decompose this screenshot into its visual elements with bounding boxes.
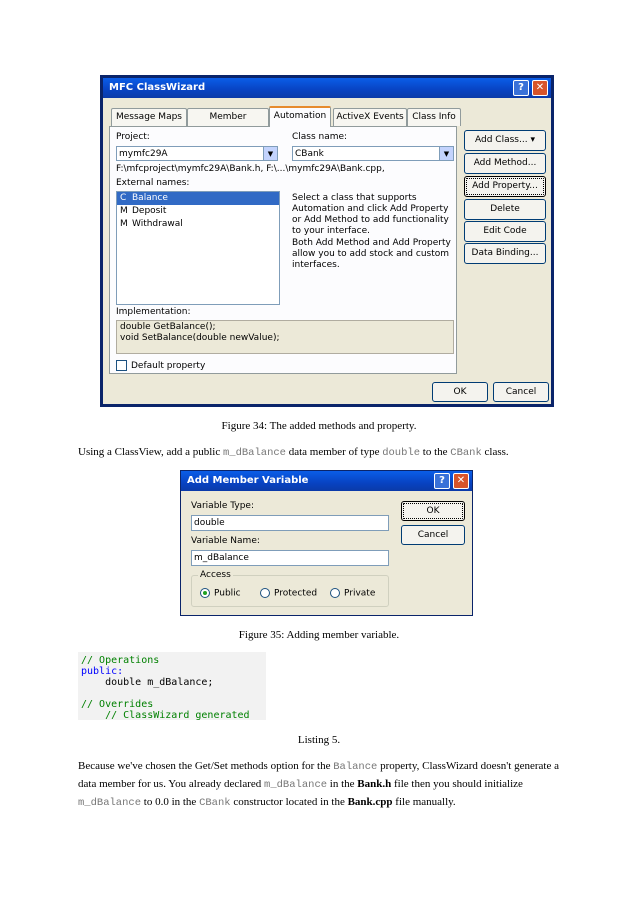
variable-type-label: Variable Type: <box>191 501 255 511</box>
interfaces-info-text: Both Add Method and Add Property allow you to add stock and custom interfaces. <box>292 238 451 270</box>
add-member-variable-dialog <box>180 470 473 616</box>
delete-button[interactable]: Delete <box>464 199 546 220</box>
variable-name-label: Variable Name: <box>191 536 260 546</box>
figure-35-caption: Figure 35: Adding member variable. <box>238 629 400 641</box>
classwizard-titlebar <box>103 78 551 98</box>
default-property-checkbox[interactable] <box>116 360 205 371</box>
access-label: Access <box>200 570 231 580</box>
add-member-titlebar <box>181 471 472 491</box>
add-member-title: Add Member Variable <box>187 475 309 486</box>
close-icon[interactable]: ✕ <box>532 80 548 96</box>
ok-button[interactable]: OK <box>401 501 465 521</box>
project-label: Project: <box>116 132 150 142</box>
tab-message-maps[interactable]: Message Maps <box>111 108 187 126</box>
figure-34-caption: Figure 34: The added methods and property. <box>221 420 417 432</box>
listing-5-caption: Listing 5. <box>297 734 341 746</box>
project-value: mymfc29A <box>119 149 168 159</box>
radio-selected-icon[interactable] <box>200 588 210 598</box>
list-item[interactable]: M Deposit <box>120 206 167 216</box>
class-name-dropdown[interactable] <box>292 146 454 161</box>
automation-info-text: Select a class that supports Automation and click Add Property or Add Method to add functionality to your interface. <box>292 193 449 236</box>
tab-panel <box>109 126 457 374</box>
external-names-label: External names: <box>116 178 190 188</box>
variable-type-input[interactable]: double <box>191 515 389 531</box>
cancel-button[interactable]: Cancel <box>401 525 465 545</box>
code-line: public: <box>81 666 124 677</box>
add-method-button[interactable]: Add Method... <box>464 153 546 174</box>
chevron-down-icon[interactable]: ▼ <box>439 147 453 160</box>
implementation-label: Implementation: <box>116 307 191 317</box>
implementation-box <box>116 320 454 354</box>
add-property-button[interactable]: Add Property... <box>464 176 546 197</box>
cancel-button[interactable]: Cancel <box>493 382 549 402</box>
access-groupbox <box>191 570 389 607</box>
tab-automation[interactable]: Automation <box>269 106 331 127</box>
public-radio[interactable]: Public <box>200 588 241 599</box>
chevron-down-icon[interactable]: ▼ <box>263 147 277 160</box>
add-class-button[interactable]: Add Class... ▾ <box>464 130 546 151</box>
code-listing <box>78 652 266 720</box>
help-icon[interactable]: ? <box>513 80 529 96</box>
code-line: // ClassWizard generated <box>81 710 250 721</box>
radio-icon[interactable] <box>330 588 340 598</box>
default-property-label: Default property <box>131 361 206 371</box>
code-line: // Overrides <box>81 699 154 710</box>
tab-activex-events[interactable]: ActiveX Events <box>333 108 407 126</box>
tab-class-info[interactable]: Class Info <box>407 108 461 126</box>
class-name-label: Class name: <box>292 132 348 142</box>
tab-member-variables[interactable]: Member <box>187 108 269 126</box>
code-line: // Operations <box>81 655 160 666</box>
class-name-value: CBank <box>295 149 324 159</box>
code-line <box>81 688 263 699</box>
implementation-line: double GetBalance(); <box>120 322 216 332</box>
list-item[interactable]: C Balance <box>117 192 279 205</box>
edit-code-button[interactable]: Edit Code <box>464 221 546 242</box>
project-dropdown[interactable] <box>116 146 278 161</box>
protected-radio[interactable]: Protected <box>260 588 317 599</box>
close-icon[interactable]: ✕ <box>453 473 469 489</box>
list-item[interactable]: M Withdrawal <box>120 219 183 229</box>
file-path-text: F:\mfcproject\mymfc29A\Bank.h, F:\...\mymfc29A\Bank.cpp, <box>116 164 385 174</box>
chevron-down-icon: ▾ <box>530 135 535 145</box>
classwizard-dialog <box>102 77 552 405</box>
radio-icon[interactable] <box>260 588 270 598</box>
classwizard-title: MFC ClassWizard <box>109 82 206 93</box>
paragraph-get-set: Because we've chosen the Get/Set methods option for the Balance property, ClassWizard doesn't generate a data member for us. You already declared m_dBalance in the Bank.h file then you should initialize m_dBalance to 0.0 in the CBank constructor located in the Bank.cpp file manually. <box>78 760 559 809</box>
variable-name-input[interactable]: m_dBalance <box>191 550 389 566</box>
code-line: double m_dBalance; <box>81 677 214 688</box>
ok-button[interactable]: OK <box>432 382 488 402</box>
paragraph-add-member: Using a ClassView, add a public m_dBalance data member of type double to the CBank class. <box>78 446 509 459</box>
tab-strip <box>111 108 551 127</box>
external-names-list[interactable] <box>116 191 280 305</box>
private-radio[interactable]: Private <box>330 588 375 599</box>
data-binding-button[interactable]: Data Binding... <box>464 243 546 264</box>
implementation-line: void SetBalance(double newValue); <box>120 333 280 343</box>
checkbox-icon[interactable] <box>116 360 127 371</box>
classwizard-screenshot-frame <box>100 75 554 407</box>
help-icon[interactable]: ? <box>434 473 450 489</box>
